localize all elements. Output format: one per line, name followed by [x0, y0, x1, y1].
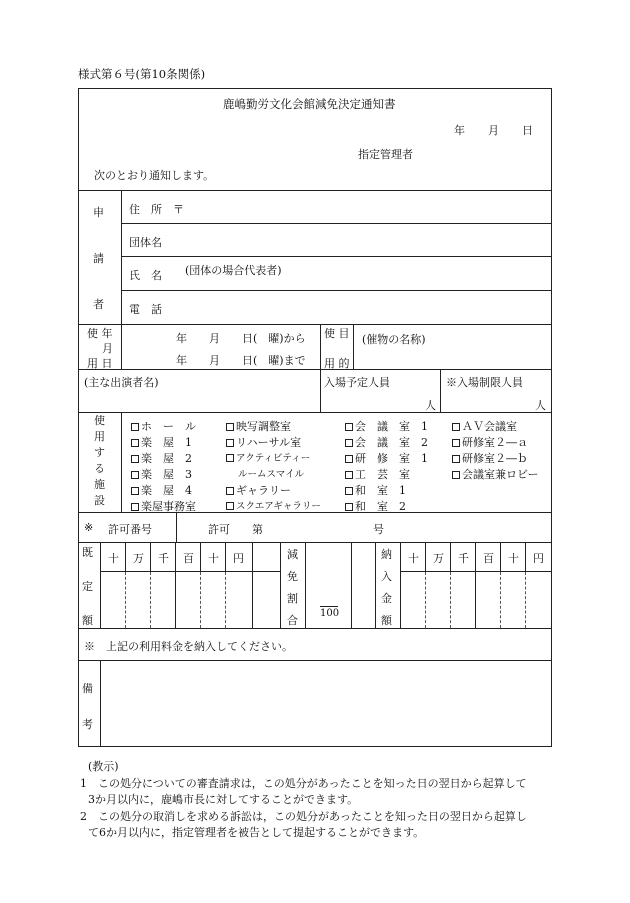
name-field-note: (団体の場合代表者) — [185, 264, 282, 277]
instruction-1-line-2: 3か月以内に，鹿嶋市長に対してすることができます。 — [88, 793, 359, 806]
facilities-label-2: 用 — [94, 430, 105, 443]
checkbox-icon[interactable] — [226, 454, 234, 462]
facility-checkbox-training-2b[interactable]: 研修室２―ｂ — [452, 450, 528, 466]
use-date-label-3: 用 日 — [87, 357, 113, 370]
use-date-to: 年 月 日( 曜)まで — [176, 354, 306, 367]
payment-digit-label: 円 — [533, 552, 544, 565]
facility-checkbox-dressing-3[interactable]: 楽 屋 3 — [131, 466, 192, 482]
name-field-label: 氏 名 — [129, 269, 162, 282]
instruction-2-line-2: て6か月以内に，指定管理者を被告として提起することができます。 — [88, 826, 425, 839]
checkbox-icon[interactable] — [131, 503, 139, 511]
checkbox-icon[interactable] — [345, 439, 353, 447]
fee-digit-label: 十 — [108, 552, 119, 565]
intro-text: 次のとおり通知します。 — [94, 169, 215, 182]
facility-checkbox-craft-room[interactable]: 工 芸 室 — [345, 466, 410, 482]
remarks-label-char-2: 考 — [82, 718, 93, 731]
checkbox-icon[interactable] — [131, 487, 139, 495]
facility-checkbox-dressing-2[interactable]: 楽 屋 2 — [131, 450, 192, 466]
checkbox-icon[interactable] — [452, 455, 460, 463]
use-date-from: 年 月 日( 曜)から — [176, 332, 306, 345]
use-purpose-label-2: 用 的 — [324, 357, 350, 370]
facility-checkbox-dressing-1[interactable]: 楽 屋 1 — [131, 434, 192, 450]
checkbox-icon[interactable] — [226, 423, 234, 431]
facility-checkbox-av-room[interactable]: ＡＶ会議室 — [452, 418, 517, 434]
remarks-label-char-1: 備 — [82, 682, 93, 695]
instruction-2-line-1: 2 この処分の取消しを求める訴訟は，この処分があったことを知った日の翌日から起算し — [80, 810, 527, 823]
applicant-label-char-2: 請 — [93, 252, 104, 265]
payment-notice: ※ 上記の利用料金を納入してください。 — [84, 640, 293, 653]
facility-checkbox-meeting-lobby[interactable]: 会議室兼ロビー — [452, 466, 539, 482]
facilities-label-3: す — [94, 446, 105, 459]
checkbox-icon[interactable] — [452, 423, 460, 431]
facility-checkbox-activity-room[interactable]: アクティビティー — [226, 450, 310, 464]
payment-digit-label: 十 — [508, 552, 519, 565]
applicant-label-char-3: 者 — [93, 298, 104, 311]
use-date-label-1: 使 年 — [87, 327, 113, 340]
date-day-label: 日 — [522, 124, 533, 137]
use-date-label-2: 月 — [102, 342, 113, 355]
payment-label-char-3: 金 — [381, 592, 392, 605]
use-purpose-label-1: 使 目 — [324, 327, 350, 340]
fee-digit-label: 円 — [233, 552, 244, 565]
performers-label: (主な出演者名) — [84, 376, 159, 389]
checkbox-icon[interactable] — [131, 439, 139, 447]
checkbox-icon[interactable] — [345, 423, 353, 431]
checkbox-icon[interactable] — [345, 455, 353, 463]
fee-digit-label: 十 — [208, 552, 219, 565]
fee-label-char-2: 定 — [82, 580, 93, 593]
facility-checkbox-projection-room[interactable]: 映写調整室 — [226, 418, 291, 434]
checkbox-icon[interactable] — [345, 487, 353, 495]
facility-checkbox-japanese-1[interactable]: 和 室 1 — [345, 482, 406, 498]
facility-activity-room-line2: ルームスマイル — [238, 469, 305, 480]
checkbox-icon[interactable] — [131, 471, 139, 479]
fee-label-char-1: 既 — [82, 546, 93, 559]
instruction-1-line-1: 1 この処分についての審査請求は，この処分があったことを知った日の翌日から起算して — [80, 777, 527, 790]
permit-mark: ※ — [84, 521, 94, 534]
reduction-label-char-1: 減 — [287, 548, 298, 561]
facilities-label-4: る — [94, 462, 105, 475]
event-name-label: (催物の名称) — [362, 333, 426, 346]
facility-checkbox-japanese-2[interactable]: 和 室 2 — [345, 498, 406, 514]
reduction-denominator: 100 — [320, 608, 340, 619]
payment-label-char-4: 額 — [381, 614, 392, 627]
checkbox-icon[interactable] — [226, 487, 234, 495]
facility-checkbox-training-2a[interactable]: 研修室２―ａ — [452, 434, 528, 450]
attendance-limit-label: ※入場制限人員 — [446, 376, 523, 389]
fee-digit-label: 万 — [133, 552, 144, 565]
reduction-fraction-bar — [320, 606, 338, 607]
address-field-label: 住 所 〒 — [129, 203, 184, 216]
reduction-label-char-4: 合 — [287, 614, 298, 627]
facility-checkbox-hall[interactable]: ホ ー ル — [131, 418, 196, 434]
reduction-label-char-3: 割 — [287, 592, 298, 605]
facilities-label-6: 設 — [94, 494, 105, 507]
facility-checkbox-dressing-4[interactable]: 楽 屋 4 — [131, 482, 192, 498]
facility-checkbox-training-1[interactable]: 研 修 室 1 — [345, 450, 428, 466]
notice-title: 鹿嶋勤労文化会館減免決定通知書 — [223, 97, 396, 111]
checkbox-icon[interactable] — [226, 439, 234, 447]
group-name-field-label: 団体名 — [129, 236, 162, 249]
instructions-heading: (教示) — [88, 760, 119, 773]
expected-attendance-unit: 人 — [425, 399, 436, 412]
permit-number-text: 許可 第 号 — [208, 523, 384, 536]
phone-field-label: 電 話 — [129, 303, 162, 316]
payment-digit-label: 千 — [458, 552, 469, 565]
payment-label-char-1: 納 — [381, 548, 392, 561]
fee-label-char-3: 額 — [82, 614, 93, 627]
expected-attendance-label: 入場予定人員 — [324, 376, 390, 389]
payment-digit-label: 万 — [433, 552, 444, 565]
facility-checkbox-dressing-office[interactable]: 楽屋事務室 — [131, 498, 196, 514]
checkbox-icon[interactable] — [345, 471, 353, 479]
fee-digit-label: 千 — [158, 552, 169, 565]
checkbox-icon[interactable] — [452, 439, 460, 447]
facility-checkbox-gallery[interactable]: ギャラリー — [226, 482, 291, 498]
facilities-label-5: 施 — [94, 478, 105, 491]
checkbox-icon[interactable] — [345, 503, 353, 511]
checkbox-icon[interactable] — [131, 423, 139, 431]
date-year-label: 年 — [454, 124, 465, 137]
reduction-label-char-2: 免 — [287, 570, 298, 583]
fee-digit-label: 百 — [183, 552, 194, 565]
facility-checkbox-square-gallery[interactable]: スクエアギャラリー — [226, 498, 321, 512]
permit-number-label: 許可番号 — [108, 523, 152, 536]
checkbox-icon[interactable] — [452, 471, 460, 479]
form-number: 様式第６号(第10条関係) — [78, 67, 206, 81]
facility-checkbox-meeting-1[interactable]: 会 議 室 1 — [345, 418, 428, 434]
date-month-label: 月 — [488, 124, 499, 137]
issuer-label: 指定管理者 — [358, 148, 413, 161]
attendance-limit-unit: 人 — [535, 399, 546, 412]
facility-checkbox-meeting-2[interactable]: 会 議 室 2 — [345, 434, 428, 450]
payment-digit-label: 百 — [483, 552, 494, 565]
facilities-label-1: 使 — [94, 414, 105, 427]
facility-checkbox-rehearsal-room[interactable]: リハーサル室 — [226, 434, 301, 450]
payment-label-char-2: 入 — [381, 570, 392, 583]
applicant-label-char-1: 申 — [93, 206, 104, 219]
checkbox-icon[interactable] — [131, 455, 139, 463]
checkbox-icon[interactable] — [226, 502, 234, 510]
payment-digit-label: 十 — [408, 552, 419, 565]
